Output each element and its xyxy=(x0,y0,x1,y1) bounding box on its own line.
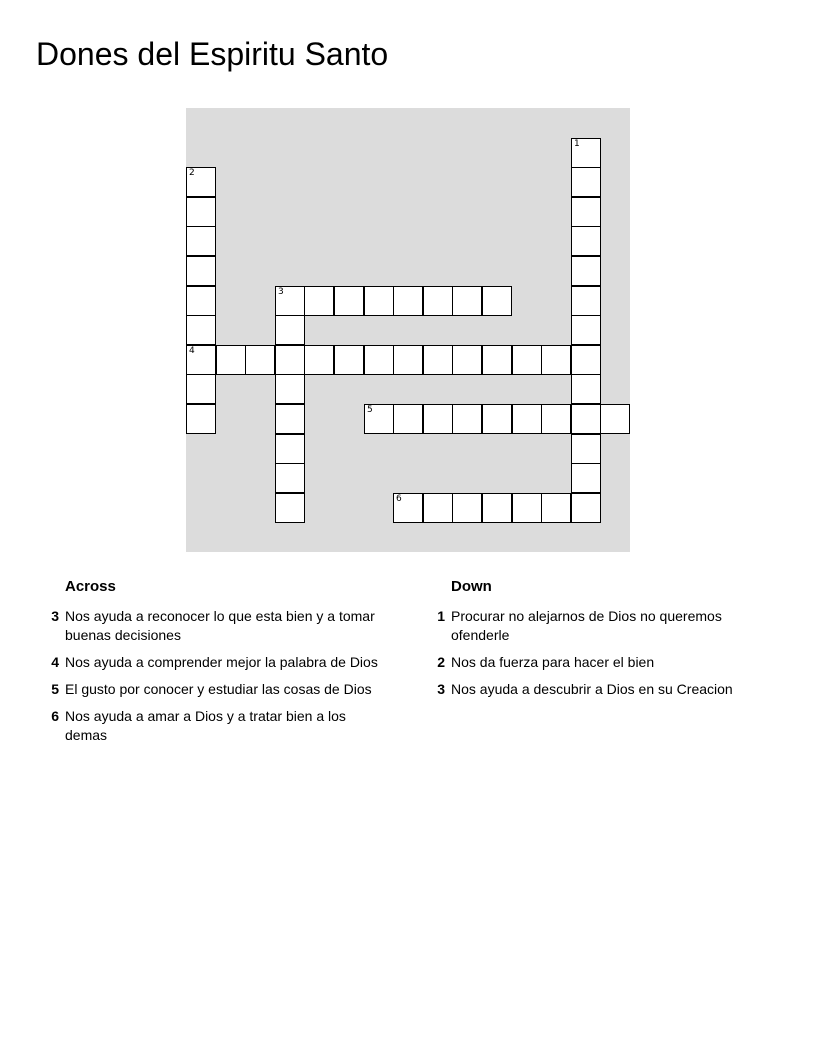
crossword-cell[interactable] xyxy=(423,404,453,434)
crossword-cell[interactable] xyxy=(216,345,246,375)
crossword-cell[interactable] xyxy=(393,286,423,316)
clue-item xyxy=(430,607,770,645)
crossword-cell[interactable] xyxy=(186,167,216,197)
clue-text: Procurar no alejarnos de Dios no queremos ofenderle xyxy=(451,608,722,643)
crossword-cell[interactable] xyxy=(423,286,453,316)
clue-text: Nos ayuda a amar a Dios y a tratar bien a los demas xyxy=(65,708,346,743)
crossword-cell[interactable] xyxy=(334,286,364,316)
crossword-cell[interactable] xyxy=(571,434,601,464)
crossword-cell[interactable] xyxy=(245,345,275,375)
crossword-cell[interactable] xyxy=(452,493,482,523)
crossword-cell[interactable] xyxy=(482,345,512,375)
clue-text: Nos da fuerza para hacer el bien xyxy=(451,654,655,670)
cell-number: 3 xyxy=(278,287,284,297)
crossword-cell[interactable] xyxy=(275,404,305,434)
cell-number: 5 xyxy=(367,405,373,415)
crossword-cell[interactable] xyxy=(423,345,453,375)
crossword-cell[interactable] xyxy=(275,434,305,464)
crossword-cell[interactable] xyxy=(512,404,542,434)
crossword-cell[interactable] xyxy=(304,345,334,375)
crossword-cell[interactable] xyxy=(452,404,482,434)
crossword-cell[interactable] xyxy=(364,286,394,316)
clue-text: Nos ayuda a descubrir a Dios en su Creacion xyxy=(451,681,733,697)
crossword-cell[interactable] xyxy=(512,493,542,523)
clue-number: 5 xyxy=(51,681,59,697)
crossword-cell[interactable] xyxy=(393,493,423,523)
crossword-cell[interactable] xyxy=(482,404,512,434)
crossword-cell[interactable] xyxy=(571,138,601,168)
crossword-grid xyxy=(186,108,630,552)
crossword-cell[interactable] xyxy=(512,345,542,375)
cell-number: 1 xyxy=(574,139,580,149)
crossword-cell[interactable] xyxy=(571,226,601,256)
crossword-cell[interactable] xyxy=(275,286,305,316)
down-clues xyxy=(430,576,770,707)
crossword-cell[interactable] xyxy=(275,315,305,345)
cell-number: 6 xyxy=(396,494,402,504)
across-clues xyxy=(44,576,384,753)
crossword-cell[interactable] xyxy=(186,374,216,404)
cell-number: 2 xyxy=(189,168,195,178)
crossword-cell[interactable] xyxy=(334,345,364,375)
clue-number: 1 xyxy=(437,608,445,624)
crossword-cell[interactable] xyxy=(186,286,216,316)
crossword-cell[interactable] xyxy=(275,374,305,404)
crossword-cell[interactable] xyxy=(571,167,601,197)
crossword-cell[interactable] xyxy=(541,345,571,375)
crossword-cell[interactable] xyxy=(275,493,305,523)
crossword-cell[interactable] xyxy=(364,404,394,434)
crossword-cell[interactable] xyxy=(393,404,423,434)
cell-number: 4 xyxy=(189,346,195,356)
clue-text: Nos ayuda a reconocer lo que esta bien y a tomar buenas decisiones xyxy=(65,608,375,643)
page-title: Dones del Espiritu Santo xyxy=(36,36,389,72)
crossword-cell[interactable] xyxy=(186,226,216,256)
crossword-cell[interactable] xyxy=(571,256,601,286)
down-heading: Down xyxy=(451,578,492,595)
crossword-cell[interactable] xyxy=(186,315,216,345)
crossword-cell[interactable] xyxy=(186,404,216,434)
clue-number: 3 xyxy=(437,681,445,697)
crossword-cell[interactable] xyxy=(186,345,216,375)
crossword-cell[interactable] xyxy=(275,463,305,493)
crossword-cell[interactable] xyxy=(275,345,305,375)
crossword-cell[interactable] xyxy=(571,197,601,227)
crossword-cell[interactable] xyxy=(186,197,216,227)
crossword-cell[interactable] xyxy=(571,404,601,434)
clue-number: 3 xyxy=(51,608,59,624)
clue-item xyxy=(430,680,770,699)
crossword-cell[interactable] xyxy=(186,256,216,286)
clue-item xyxy=(44,707,384,745)
crossword-cell[interactable] xyxy=(482,286,512,316)
crossword-cell[interactable] xyxy=(541,493,571,523)
crossword-cell[interactable] xyxy=(571,463,601,493)
clue-item xyxy=(44,607,384,645)
crossword-cell[interactable] xyxy=(393,345,423,375)
crossword-cell[interactable] xyxy=(541,404,571,434)
across-heading: Across xyxy=(65,578,116,595)
crossword-cell[interactable] xyxy=(600,404,630,434)
crossword-cell[interactable] xyxy=(304,286,334,316)
crossword-cell[interactable] xyxy=(482,493,512,523)
clue-text: El gusto por conocer y estudiar las cosas de Dios xyxy=(65,681,372,697)
clue-item xyxy=(430,653,770,672)
clue-number: 2 xyxy=(437,654,445,670)
crossword-cell[interactable] xyxy=(571,315,601,345)
crossword-cell[interactable] xyxy=(364,345,394,375)
crossword-cell[interactable] xyxy=(423,493,453,523)
crossword-cell[interactable] xyxy=(571,345,601,375)
crossword-cell[interactable] xyxy=(452,286,482,316)
crossword-cell[interactable] xyxy=(571,374,601,404)
clue-number: 6 xyxy=(51,708,59,724)
clue-text: Nos ayuda a comprender mejor la palabra de Dios xyxy=(65,654,378,670)
crossword-cell[interactable] xyxy=(452,345,482,375)
clue-item xyxy=(44,653,384,672)
clue-number: 4 xyxy=(51,654,59,670)
crossword-cell[interactable] xyxy=(571,286,601,316)
clue-item xyxy=(44,680,384,699)
crossword-cell[interactable] xyxy=(571,493,601,523)
